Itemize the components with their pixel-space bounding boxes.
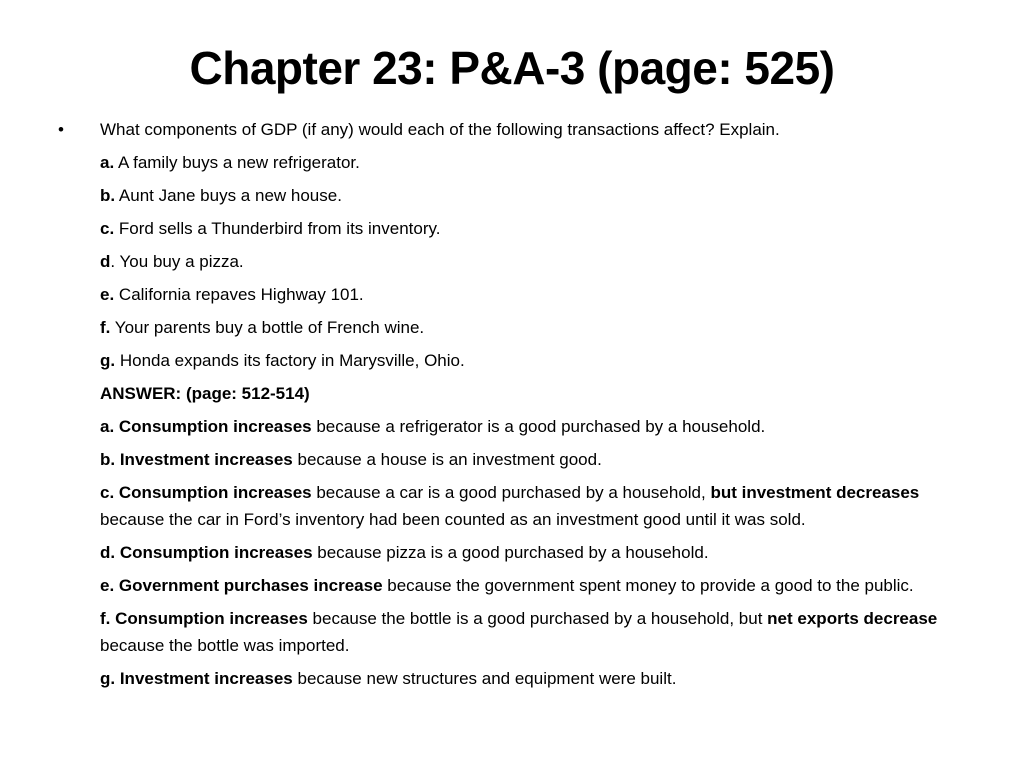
answer-bold: e. Government purchases increase bbox=[100, 576, 383, 595]
question-item-c bbox=[58, 215, 964, 242]
question-item-a bbox=[58, 149, 964, 176]
answer-d bbox=[58, 539, 964, 566]
item-letter: f. bbox=[100, 318, 111, 337]
answer-heading-text: ANSWER: (page: 512-514) bbox=[100, 384, 310, 403]
answer-bold: d. Consumption increases bbox=[100, 543, 313, 562]
answer-bold-2: but investment decreases bbox=[710, 483, 920, 502]
question-item-f bbox=[58, 314, 964, 341]
item-letter: d bbox=[100, 252, 111, 271]
item-text: California repaves Highway 101. bbox=[114, 285, 364, 304]
item-text: A family buys a new refrigerator. bbox=[114, 153, 360, 172]
item-text: Honda expands its factory in Marysville, Ohio. bbox=[115, 351, 465, 370]
answer-b bbox=[58, 446, 964, 473]
answer-text-2: because the car in Ford’s inventory had been counted as an investment good until it was sold. bbox=[100, 510, 806, 529]
item-letter: e. bbox=[100, 285, 115, 304]
item-text: . You buy a pizza. bbox=[110, 252, 244, 271]
slide-content bbox=[58, 116, 964, 698]
slide-title: Chapter 23: P&A-3 (page: 525) bbox=[189, 42, 835, 94]
item-letter: g. bbox=[100, 351, 116, 370]
question-item-e bbox=[58, 281, 964, 308]
answer-text: because the bottle is a good purchased by a household, but bbox=[307, 609, 768, 628]
answer-heading bbox=[58, 380, 964, 407]
answer-text: because the government spent money to provide a good to the public. bbox=[382, 576, 914, 595]
answer-text: because a car is a good purchased by a household, bbox=[311, 483, 711, 502]
answer-bold: b. Investment increases bbox=[100, 450, 293, 469]
question-bullet bbox=[58, 116, 964, 143]
answer-bold: a. Consumption increases bbox=[100, 417, 312, 436]
item-text: Your parents buy a bottle of French wine. bbox=[110, 318, 425, 337]
item-text: Ford sells a Thunderbird from its inventory. bbox=[114, 219, 441, 238]
answer-bold: g. Investment increases bbox=[100, 669, 293, 688]
answer-text: because pizza is a good purchased by a household. bbox=[312, 543, 709, 562]
answer-c bbox=[58, 479, 964, 533]
question-text: What components of GDP (if any) would each of the following transactions affect? Explain. bbox=[100, 120, 780, 139]
answer-f bbox=[58, 605, 964, 659]
answer-bold: f. Consumption increases bbox=[100, 609, 308, 628]
item-letter: b. bbox=[100, 186, 116, 205]
answer-bold-2: net exports decrease bbox=[767, 609, 938, 628]
answer-a bbox=[58, 413, 964, 440]
answer-text: because a house is an investment good. bbox=[292, 450, 602, 469]
answer-e bbox=[58, 572, 964, 599]
answer-g bbox=[58, 665, 964, 692]
bullet-icon: • bbox=[58, 120, 64, 139]
item-letter: c. bbox=[100, 219, 115, 238]
item-text: Aunt Jane buys a new house. bbox=[115, 186, 342, 205]
answer-bold: c. Consumption increases bbox=[100, 483, 312, 502]
answer-text: because a refrigerator is a good purchased by a household. bbox=[311, 417, 766, 436]
answer-text: because new structures and equipment were built. bbox=[292, 669, 677, 688]
question-item-b bbox=[58, 182, 964, 209]
item-letter: a. bbox=[100, 153, 115, 172]
answer-text-2: because the bottle was imported. bbox=[100, 636, 350, 655]
question-item-g bbox=[58, 347, 964, 374]
question-item-d bbox=[58, 248, 964, 275]
